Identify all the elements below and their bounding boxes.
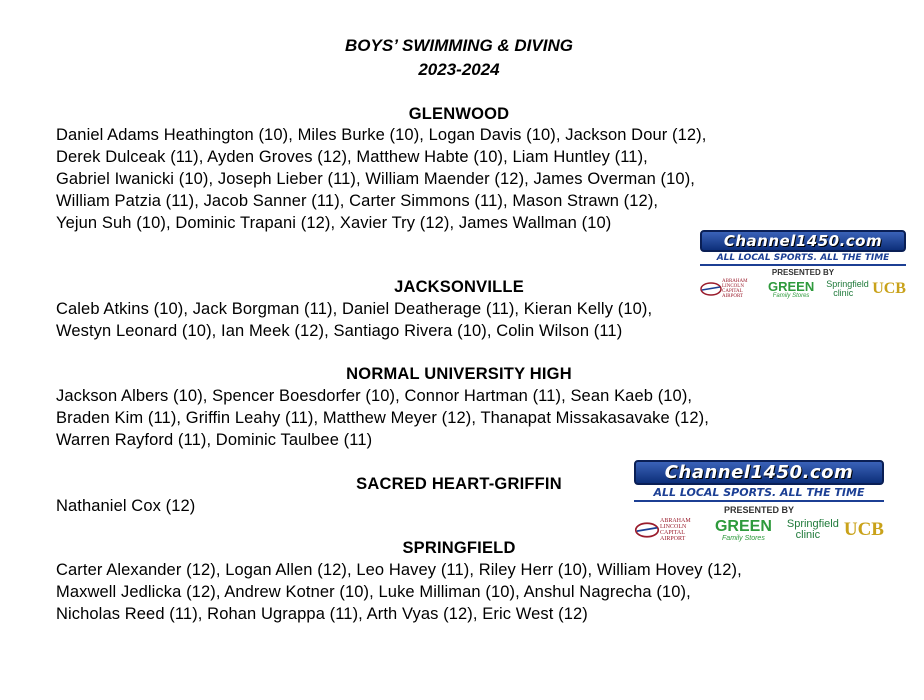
school-heading-springfield: SPRINGFIELD [402,539,516,557]
roster-line: Westyn Leonard (10), Ian Meek (12), Santiago Rivera (10), Colin Wilson (11) [56,322,623,340]
roster-line: Warren Rayford (11), Dominic Taulbee (11) [56,431,373,449]
green-main-text: GREEN [714,517,772,535]
airport-name: ABRAHAM LINCOLN CAPITAL AIRPORT [722,279,748,299]
channel1450-tagline: ALL LOCAL SPORTS. ALL THE TIME [700,253,906,266]
ucb-logo: UCB [872,280,906,297]
roster-line: Nathaniel Cox (12) [56,497,196,515]
roster-line: William Patzia (11), Jacob Sanner (11), Carter Simmons (11), Mason Strawn (12), [56,192,659,210]
roster-springfield [56,559,876,625]
springfield-clinic-logo: Springfield clinic [826,279,869,298]
roster-line: Maxwell Jedlicka (12), Andrew Kotner (10), Luke Milliman (10), Anshul Nagrecha (10), [56,583,691,601]
channel1450-tagline: ALL LOCAL SPORTS. ALL THE TIME [634,486,884,502]
airport-swoosh-icon [700,281,722,297]
roster-jacksonville [56,298,876,342]
green-sub-text: Family Stores [772,292,810,299]
roster-line: Jackson Albers (10), Spencer Boesdorfer (10), Connor Hartman (11), Sean Kaeb (10), [56,387,693,405]
roster-line: Yejun Suh (10), Dominic Trapani (12), Xavier Try (12), James Wallman (10) [56,214,612,232]
airport-logo [700,279,756,299]
school-heading-sacred-heart-griffin: SACRED HEART-GRIFFIN [356,475,562,493]
airport-name: ABRAHAM LINCOLN CAPITAL AIRPORT [660,518,691,542]
roster-line: Gabriel Iwanicki (10), Joseph Lieber (11), William Maender (12), James Overman (10), [56,170,695,188]
school-heading-glenwood: GLENWOOD [408,105,510,123]
springfield-clinic-logo: Springfield clinic [786,518,839,541]
roster-line: Derek Dulceak (11), Ayden Groves (12), Matthew Habte (10), Liam Huntley (11), [56,148,648,166]
sponsor-row [634,518,884,542]
roster-line: Daniel Adams Heathington (10), Miles Burke (10), Logan Davis (10), Jackson Dour (12), [56,126,707,144]
roster-line: Caleb Atkins (10), Jack Borgman (11), Daniel Deatherage (11), Kieran Kelly (10), [56,300,653,318]
school-heading-jacksonville: JACKSONVILLE [394,278,524,296]
channel1450-sponsor-logo [634,460,884,542]
roster-normal-university-high [56,385,876,451]
presented-by-label: PRESENTED BY [771,268,835,277]
green-family-stores-logo [768,280,814,299]
school-heading-normal-university-high: NORMAL UNIVERSITY HIGH [346,365,572,383]
green-main-text: GREEN [767,278,815,294]
green-sub-text: Family Stores [722,534,765,542]
channel1450-banner: Channel1450.com [634,460,884,485]
airport-logo [634,518,700,542]
presented-by-label: PRESENTED BY [723,505,794,515]
page-title: BOYS’ SWIMMING & DIVING [345,36,573,55]
ucb-logo: UCB [843,519,884,540]
roster-line: Braden Kim (11), Griffin Leahy (11), Matthew Meyer (12), Thanapat Missakasavake (12), [56,409,709,427]
channel1450-sponsor-logo [700,230,906,299]
sponsor-row [700,279,906,299]
airport-swoosh-icon [634,521,660,539]
roster-line: Carter Alexander (12), Logan Allen (12), Leo Havey (11), Riley Herr (10), William Hovey (12), [56,561,742,579]
roster-glenwood [56,124,876,234]
season-year: 2023-2024 [418,60,500,79]
channel1450-banner: Channel1450.com [700,230,906,252]
roster-line: Nicholas Reed (11), Rohan Ugrappa (11), Arth Vyas (12), Eric West (12) [56,605,588,623]
green-family-stores-logo [715,519,772,542]
